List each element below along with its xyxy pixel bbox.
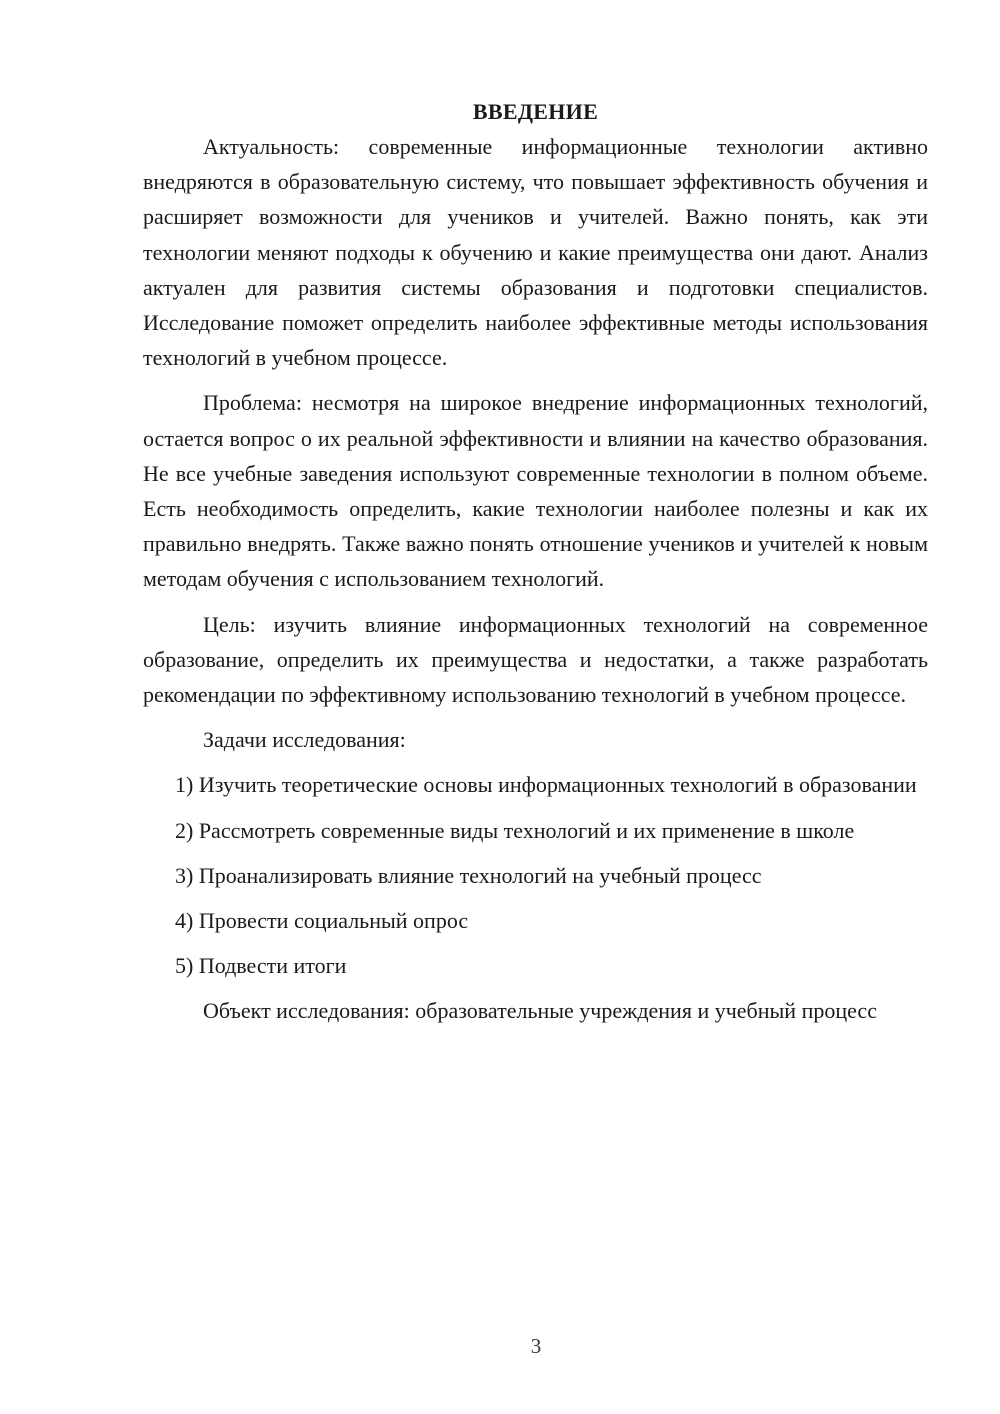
problem-paragraph: Проблема: несмотря на широкое внедрение информационных технологий, остается вопрос о их реальной эффективности и влиянии на качество образования. Не все учебные заведения используют современные технологии в полном объеме. Есть необходимость определить, какие технологии наиболее полезны и как их правильно внедрять. Также важно понять отношение учеников и учителей к новым методам обучения с использованием технологий. bbox=[143, 390, 928, 592]
object-paragraph: Объект исследования: образовательные учреждения и учебный процесс bbox=[203, 998, 877, 1024]
relevance-paragraph: Актуальность: современные информационные технологии активно внедряются в образовательную систему, что повышает эффективность обучения и расширяет возможности для учеников и учителей. Важно понять, как эти технологии меняют подходы к обучению и какие преимущества они дают. Анализ актуален для развития системы образования и подготовки специалистов. Исследование поможет определить наиболее эффективные методы использования технологий в учебном процессе. bbox=[143, 134, 928, 371]
tasks-heading: Задачи исследования: bbox=[203, 727, 406, 753]
task-item-4: 4) Провести социальный опрос bbox=[175, 908, 469, 934]
task-item-2: 2) Рассмотреть современные виды технологий и их применение в школе bbox=[175, 817, 855, 843]
page-content bbox=[143, 94, 928, 1039]
task-item-3: 3) Проанализировать влияние технологий на учебный процесс bbox=[175, 862, 762, 888]
page-title: ВВЕДЕНИЕ bbox=[472, 99, 599, 124]
page-number: 3 bbox=[530, 1334, 542, 1358]
goal-paragraph: Цель: изучить влияние информационных технологий на современное образование, определить их преимущества и недостатки, а также разработать рекомендации по эффективному использованию технологий в учебном процессе. bbox=[143, 611, 928, 708]
task-item-1: 1) Изучить теоретические основы информационных технологий в образовании bbox=[175, 772, 917, 798]
task-item-5: 5) Подвести итоги bbox=[175, 953, 347, 979]
